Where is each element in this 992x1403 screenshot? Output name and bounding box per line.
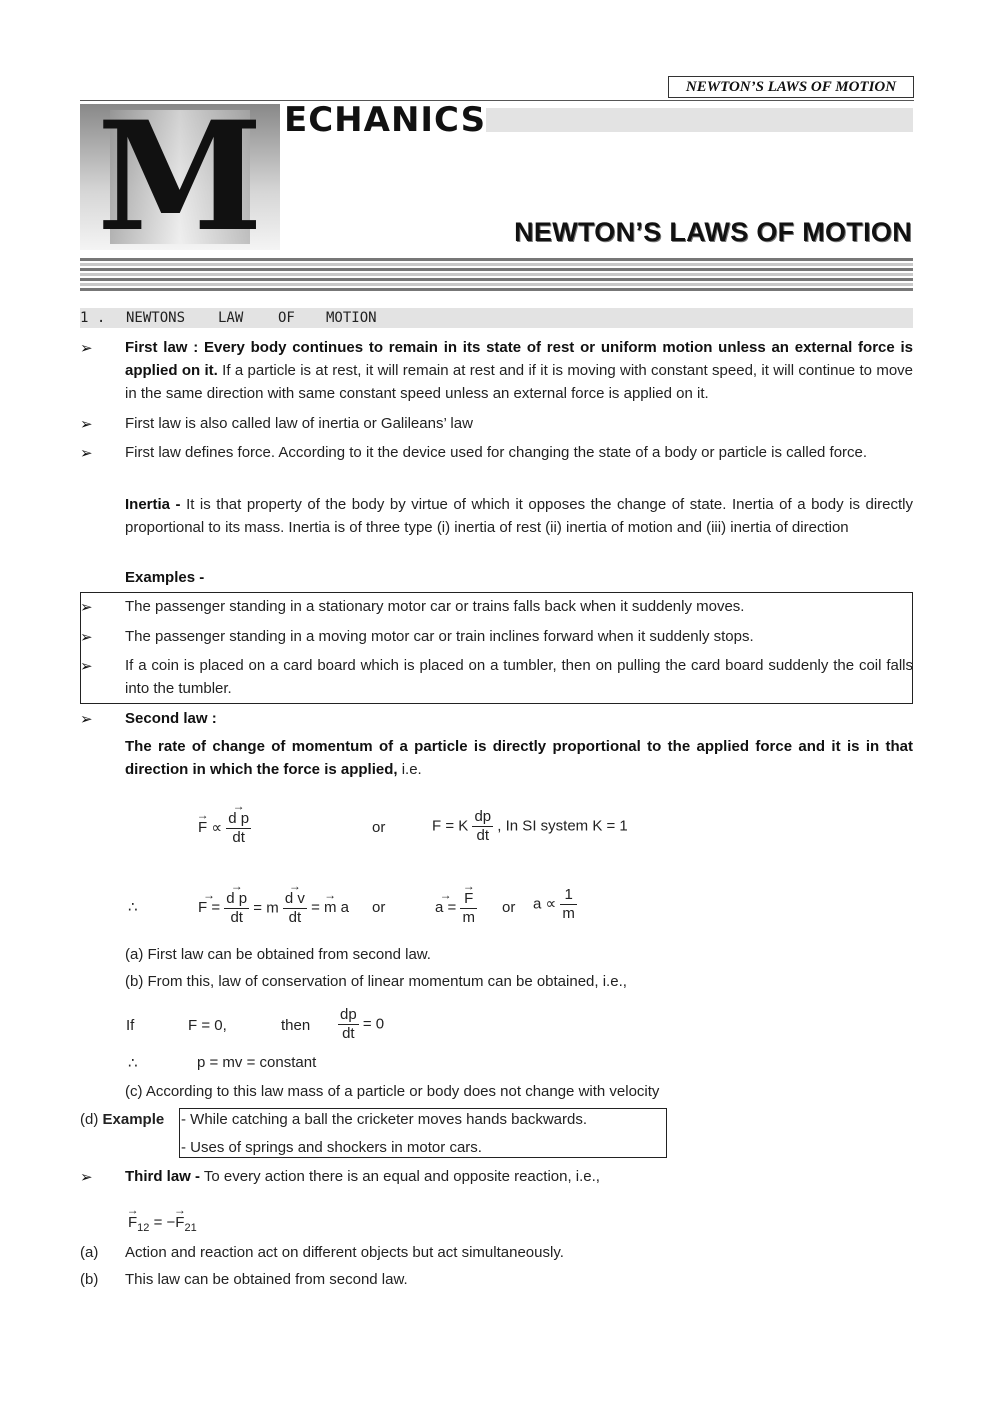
second-law-statement [125,735,913,781]
third-law-paragraph [125,1165,913,1188]
section-word: OF [278,310,295,326]
numerator: → d v [285,890,305,908]
bullet-icon: ➢ [80,416,93,433]
mechanics-band [486,108,913,132]
a-proportional: a ∝ [533,895,557,913]
fraction-dp-dt [224,890,249,927]
second-law-tail: i.e. [397,761,422,778]
or-word: or [372,819,386,836]
bullet-icon: ➢ [80,340,93,357]
example-d-item: - Uses of springs and shockers in motor cars. [181,1139,482,1156]
fraction-F-m [460,890,477,927]
denominator: dt [342,1025,355,1042]
first-law-paragraph [125,336,913,405]
third-point-text: Action and reaction act on different objects but act simultaneously. [125,1244,564,1261]
example-d-prefix: (d) [80,1111,99,1128]
denominator: m [462,909,475,926]
denominator: dt [232,829,245,846]
denominator: dt [476,827,490,844]
section-number: 1 . [80,310,106,326]
si-system-note: , In SI system K = 1 [497,817,628,835]
vector-F: → F = [198,899,220,917]
bullet-icon: ➢ [80,1169,93,1186]
equation-action-reaction [128,1214,197,1237]
first-law-explanation: If a particle is at rest, it will remain at rest and if it is moving with constant speed, it will continue to move in the same direction with same constant speed unless an external force is applied on it. [125,362,914,402]
numerator: → d p [226,890,247,908]
second-law-heading-text: Second law : [125,710,217,727]
proportional-symbol: ∝ [211,819,223,837]
subscript-12: 12 [137,1222,150,1234]
or-word: or [372,899,386,916]
denominator: dt [230,909,243,926]
equation-force-k [432,808,628,845]
divider-stripes [80,258,913,292]
equation-acceleration [435,890,477,927]
example-item: The passenger standing in a stationary motor car or trains falls back when it suddenly moves. [125,598,745,615]
equation-force-proportional [198,810,251,847]
mechanics-word: ECHANICS [284,100,487,140]
vector-F: → F [198,819,207,837]
logo-letter: M [96,104,264,250]
equals-ma: → = m a [311,899,349,917]
third-point-label: (a) [80,1244,99,1261]
numerator: 1 [560,886,577,905]
therefore-symbol: ∴ [128,899,138,916]
numerator: dp [340,1006,357,1023]
sub-point-b: (b) From this, law of conservation of linear momentum can be obtained, i.e., [125,973,627,990]
section-word: LAW [218,310,244,326]
examples-label-text: Examples - [125,569,205,586]
section-word: MOTION [326,310,377,326]
inertia-label: Inertia - [125,496,181,513]
example-d-word: Example [102,1111,165,1128]
equation-force-ma [198,890,349,927]
examples-label [125,566,913,589]
section-heading [80,308,913,328]
numerator: → F [464,890,473,908]
bullet-icon: ➢ [80,658,93,675]
equals-zero: = 0 [362,1015,385,1033]
example-item: The passenger standing in a moving motor car or train inclines forward when it suddenly stops. [125,628,754,645]
section-word: NEWTONS [126,310,186,326]
force-k-lhs: F = K [432,817,469,835]
point-defines-force: First law defines force. According to it the device used for changing the state of a body or particle is called force. [125,444,868,461]
numerator: → d p [228,810,249,828]
third-point-text: This law can be obtained from second law. [125,1271,408,1288]
header-rule [80,100,914,101]
bullet-icon: ➢ [80,599,93,616]
or-word: or [502,899,516,916]
equals-minus: = − [149,1214,176,1231]
first-law-statement: First law : Every body continues to remain in its state of rest or uniform motion unless an external force is applied on it. [125,339,913,379]
bullet-icon: ➢ [80,445,93,462]
subscript-21: 21 [184,1222,197,1234]
vector-F12: → F [128,1214,137,1232]
third-point-label: (b) [80,1271,99,1288]
sub-point-c: (c) According to this law mass of a particle or body does not change with velocity [125,1083,660,1100]
force-zero: F = 0, [188,1017,227,1034]
therefore-symbol: ∴ [128,1055,138,1072]
equals-m: = m [253,899,279,917]
if-word: If [126,1017,135,1034]
running-header: NEWTON’S LAWS OF MOTION [668,76,914,98]
equation-a-proportional [533,886,577,923]
third-law-heading: Third law - [125,1168,200,1185]
example-item: If a coin is placed on a card board which is placed on a tumbler, then on pulling the card board suddenly the coil falls into the tumbler. [125,657,913,697]
fraction-dv-dt [283,890,307,927]
fraction-1-m [560,886,577,923]
denominator: dt [288,909,302,926]
numerator: dp [474,808,492,825]
momentum-constant: p = mv = constant [197,1054,317,1071]
denominator: m [562,905,575,922]
inertia-text: It is that property of the body by virtue of which it opposes the change of state. Inertia of a body is directly proportional to its mass. Inertia is of three type (i) inertia of rest (ii) inertia of motion and (iii) inertia of direction [125,496,913,536]
point-inertia-law: First law is also called law of inertia or Galileans’ law [125,415,473,432]
fraction-dp-dt [226,810,251,847]
inertia-paragraph [125,493,913,539]
example-d-item: - While catching a ball the cricketer moves hands backwards. [181,1111,588,1128]
sub-point-a: (a) First law can be obtained from second law. [125,946,431,963]
bullet-icon: ➢ [80,629,93,646]
fraction-dp-dt [338,1006,359,1043]
mechanics-logo [80,104,280,250]
bullet-icon: ➢ [80,711,93,728]
second-law-heading [125,707,913,730]
equation-dp-dt-zero [338,1006,384,1043]
fraction-dp-dt [472,808,493,845]
second-law-bold: The rate of change of momentum of a particle is directly proportional to the applied force and it is in that direction in which the force is applied, [125,738,913,778]
chapter-title: NEWTON’S LAWS OF MOTION [514,217,912,247]
example-d-label [80,1108,164,1131]
vector-a: → a = [435,899,456,917]
then-word: then [281,1017,311,1034]
third-law-text: To every action there is an equal and opposite reaction, i.e., [200,1168,600,1185]
vector-F21: → F [175,1214,184,1232]
